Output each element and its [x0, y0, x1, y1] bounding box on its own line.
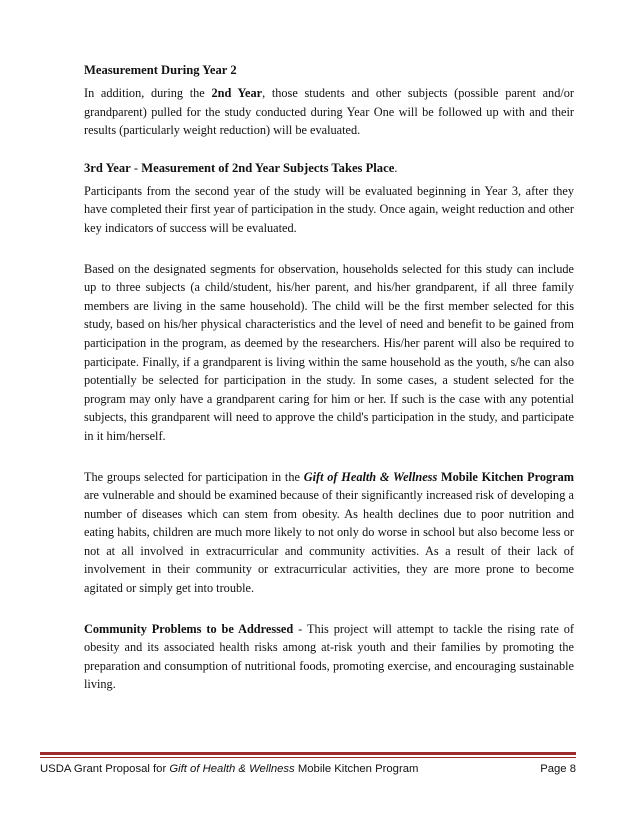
page-footer: [40, 752, 576, 775]
footer-title-c: Mobile Kitchen Program: [294, 763, 419, 775]
footer-title: [40, 763, 418, 775]
program-name-italic: Gift of Health & Wellness: [303, 469, 438, 484]
text-run: are vulnerable and should be examined because of their significantly increased risk of developing a number of diseases which can stem from obesity. As health declines due to poor nutrition and eating habits, children are much more likely to not only do worse in school but also become less or not at all involved in extracurricular and community activities. As a result of their lack of involvement in their community or extracurricular activities, they are more prone to become agitated or simply get into trouble.: [84, 488, 574, 596]
section-year-2: [84, 62, 574, 140]
section-heading: Measurement During Year 2: [84, 63, 237, 77]
paragraph: Participants from the second year of the study will be evaluated beginning in Year 3, after they have completed their first year of participation in the study. Once again, weight reduction and other key indicators of success will be evaluated.: [84, 183, 574, 235]
heading-dash: -: [130, 160, 142, 175]
heading-title: Measurement of 2nd Year Subjects Takes Place: [141, 160, 395, 175]
text-run: , those students and other subjects (possible parent and/or grandparent) pulled for the study conducted during Year One will be followed up with and their results (particularly weight reduction) will be evaluated.: [84, 86, 575, 138]
heading-period: .: [394, 160, 398, 175]
bold-text: 2nd Year: [211, 86, 263, 100]
page-body: [84, 62, 574, 694]
bold-text: Community Problems to be Addressed: [84, 621, 294, 636]
footer-row: [40, 763, 576, 775]
paragraph: [84, 84, 574, 140]
footer-rule-thick: [40, 752, 576, 755]
text-run: In addition, during the: [84, 86, 212, 100]
footer-title-a: USDA Grant Proposal for: [40, 763, 170, 775]
heading-year: 3rd Year: [84, 160, 131, 175]
paragraph: Based on the designated segments for observation, households selected for this study can include up to three subjects (a child/student, his/her parent, and his/her grandparent, if all three family members are living in the same household). The child will be the first member selected for this study, based on his/her physical characteristics and the level of need and benefit to be gained from participation in the program, as deemed by the researchers. His/her parent will also be required to participate. Finally, if a grandparent is living within the same household as the youth, s/he can also potentially be selected for participation in the study. In some cases, a student selected for the program may only have a grandparent caring for him or her. If such is the case with any potential subjects, this grandparent will need to approve the child's participation in the study, and participate in it him/herself.: [84, 261, 574, 443]
page-number: Page 8: [540, 763, 576, 775]
section-community-problems: [84, 620, 574, 694]
footer-rule-thin: [40, 757, 576, 758]
section-households: [84, 260, 574, 446]
paragraph: [84, 468, 574, 598]
section-heading: [84, 160, 574, 177]
section-groups: [84, 468, 574, 598]
text-run: The groups selected for participation in the: [84, 469, 304, 484]
section-year-3: [84, 160, 574, 238]
bold-text: Mobile Kitchen Program: [437, 469, 575, 484]
footer-title-italic: Gift of Health & Wellness: [169, 763, 295, 775]
text-run: - This project will attempt to tackle the rising rate of obesity and its associated health risks among at-risk youth and their families by promoting the preparation and consumption of nutritional foods, promoting exercise, and encouraging sustainable living.: [84, 621, 574, 692]
paragraph: [84, 620, 574, 694]
